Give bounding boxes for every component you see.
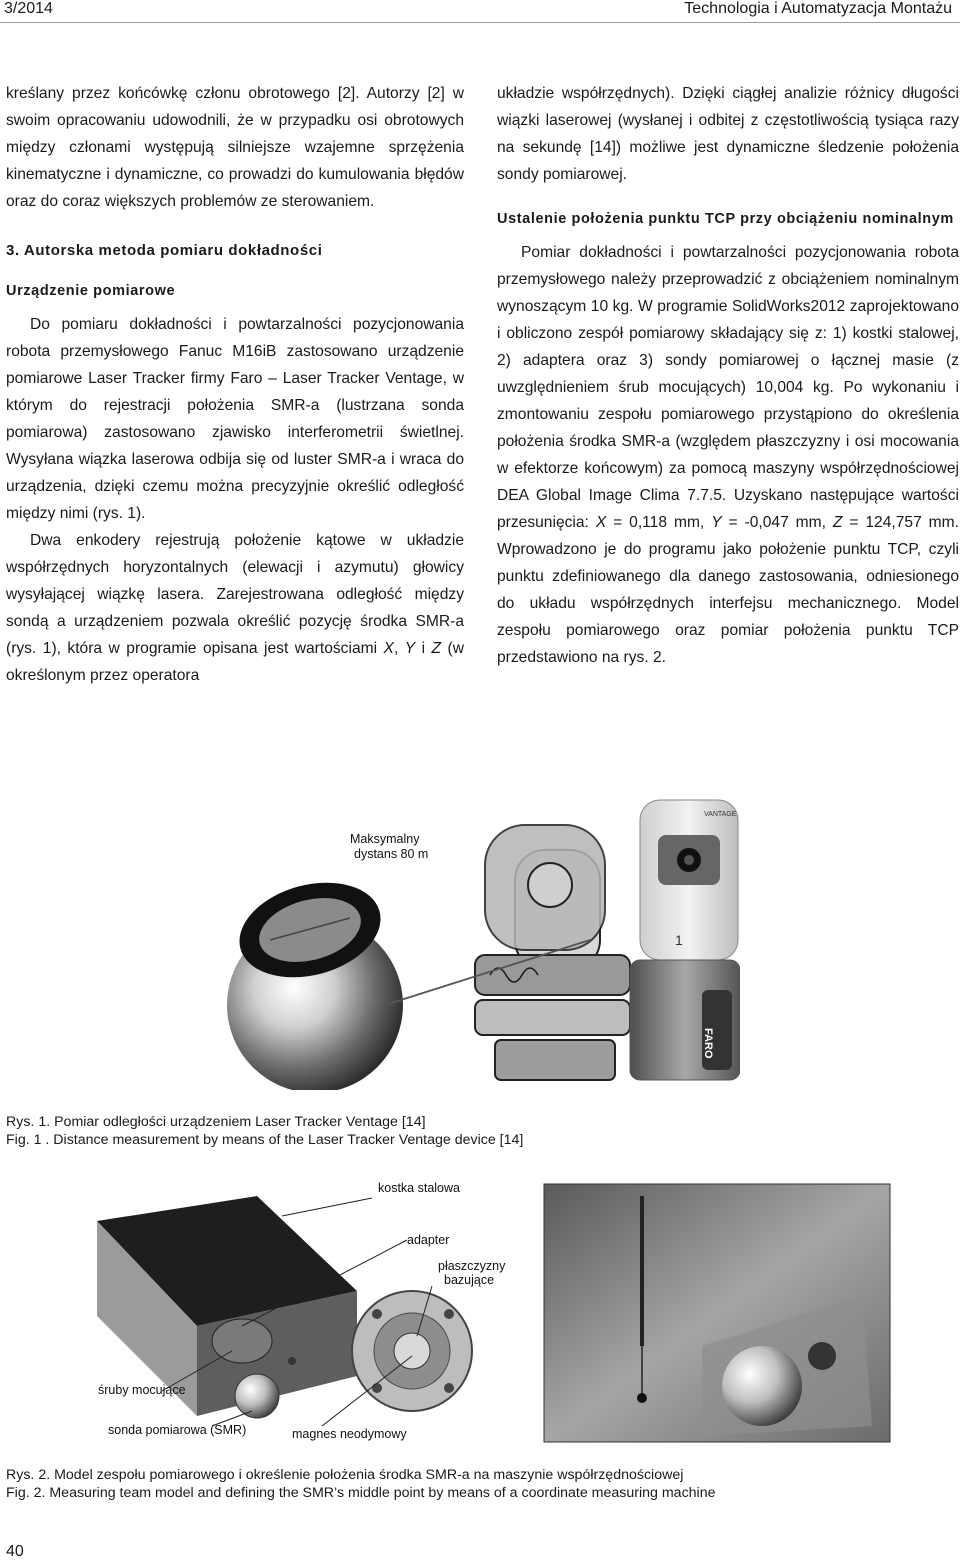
figure-1-caption (6, 1113, 523, 1149)
figure-1-illustration (220, 790, 740, 1090)
paragraph: układzie współrzędnych). Dzięki ciągłej analizie różnicy długości wiązki laserowej (wysłanej i odbitej z częstotliwością tysiąca razy na sekundę [14]) możliwe jest dynamiczne śledzenie położenia sondy pomiarowej. (497, 85, 959, 183)
label-sonda: sonda pomiarowa (SMR) (108, 1423, 247, 1437)
label-plaszczyzny-2: bazujące (444, 1273, 495, 1287)
figure-1 (220, 790, 740, 1090)
label-plaszczyzny-1: płaszczyzny (438, 1259, 506, 1273)
faro-logo-text: FARO (702, 1028, 714, 1059)
right-column (497, 80, 959, 671)
tracker-brand-text: VANTAGE (704, 811, 737, 818)
journal-title: Technologia i Automatyzacja Montażu (684, 0, 952, 17)
laser-tracker-photo (630, 800, 740, 1080)
left-column (6, 80, 464, 689)
section-heading: 3. Autorska metoda pomiaru dokładności (6, 242, 323, 259)
label-adapter: adapter (407, 1233, 450, 1247)
label-magnes: magnes neodymowy (292, 1427, 407, 1441)
figure-2 (82, 1176, 892, 1446)
tracker-outline-drawing (385, 825, 630, 1080)
paragraph: Pomiar dokładności i powtarzalności pozycjonowania robota przemysłowego należy przeprowadzić z obciążeniem nominalnym wynoszącym 10 kg. W programie SolidWorks2012 zaprojektowano i obliczono zespół pomiarowy składający się z: 1) kostki stalowej, 2) adaptera oraz 3) sondy pomiarowej o łącznej masie (z uwzględnieniem śrub mocujących) 10,004 kg. Po wykonaniu i zmontowaniu zespołu pomiarowego przystąpiono do określenia położenia środka SMR-a (względem płaszczyzny i osi mocowania w efektorze końcowym) za pomocą maszyny współrzędnościowej DEA Global Image Clima 7.7.5. Uzyskano następujące wartości przesunięcia: X = 0,118 mm, Y = -0,047 mm, Z = 124,757 mm. Wprowadzono je do programu jako położenie punktu TCP, czyli punktu zdefiniowanego dla danego zastosowania, odniesionego do układu współrzędnych interfejsu mechanicznego. Model zespołu pomiarowego oraz pomiar położenia punktu TCP przedstawiono na rys. 2. (497, 244, 959, 666)
fig1-label-line1: Maksymalny (350, 832, 420, 846)
issue-number: 3/2014 (4, 0, 53, 17)
header-rule (0, 22, 960, 23)
paragraph: kreślany przez końcówkę członu obrotowego [2]. Autorzy [2] w swoim opracowaniu udowodnili, że w przypadku osi obrotowych między członami występują silniejsze wzajemne sprzężenia kinematyczne i dynamiczne, co prowadzi do kumulowania błędów oraz do coraz większych problemów ze sterowaniem. (6, 85, 464, 210)
tracker-number-text: 1 (675, 932, 683, 948)
caption-en: Fig. 2. Measuring team model and defining the SMR’s middle point by means of a coordinate measuring machine (6, 1485, 716, 1501)
cmm-measurement-photo (544, 1184, 890, 1442)
figure-2-illustration (82, 1176, 892, 1446)
caption-pl: Rys. 2. Model zespołu pomiarowego i określenie położenia środka SMR-a na maszynie współrzędnościowej (6, 1467, 684, 1483)
paragraph: Dwa enkodery rejestrują położenie kątowe w układzie współrzędnych horyzontalnych (elewacji i azymutu) głowicy wysyłającej wiązkę lasera. Zarejestrowana odległość między sondą a urządzeniem pozwala określić pozycję środka SMR-a (rys. 1), która w programie opisana jest wartościami X, Y i Z (w określonym przez operatora (6, 532, 464, 684)
page-header (0, 0, 960, 22)
caption-pl: Rys. 1. Pomiar odległości urządzeniem Laser Tracker Ventage [14] (6, 1114, 426, 1130)
paragraph: Do pomiaru dokładności i powtarzalności pozycjonowania robota przemysłowego Fanuc M16iB zastosowano urządzenie pomiarowe Laser Tracker firmy Faro – Laser Tracker Ventage, w którym do rejestracji położenia SMR-a (lustrzana sonda pomiarowa) zastosowano zjawisko interferometrii świetlnej. Wysyłana wiązka laserowa odbija się od luster SMR-a i wraca do urządzenia, dzięki czemu można precyzyjnie określić odległość między nimi (rys. 1). (6, 316, 464, 522)
label-sruby: śruby mocujące (98, 1383, 186, 1397)
caption-en: Fig. 1 . Distance measurement by means of the Laser Tracker Ventage device [14] (6, 1132, 524, 1148)
fig1-label-line2: dystans 80 m (354, 847, 429, 861)
figure-2-caption (6, 1466, 716, 1502)
page-number: 40 (6, 1543, 24, 1560)
label-kostka: kostka stalowa (378, 1181, 460, 1195)
subsection-heading: Urządzenie pomiarowe (6, 283, 176, 299)
subsection-heading: Ustalenie położenia punktu TCP przy obciążeniu nominalnym (497, 211, 954, 227)
smr-sphere-photo (227, 868, 403, 1090)
